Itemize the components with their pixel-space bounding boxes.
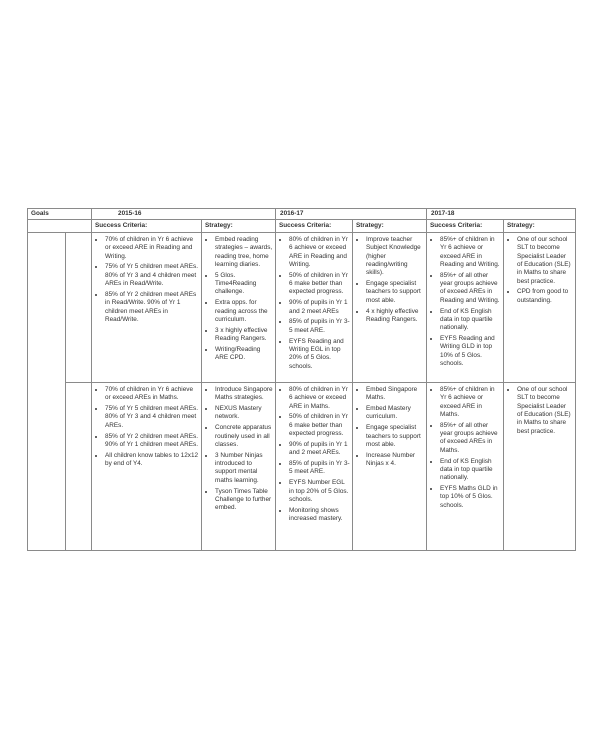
bullet-item: • 3 Number Ninjas introduced to support mental maths learning. xyxy=(215,452,273,485)
maths-strategy-2017-cell xyxy=(504,383,576,551)
goal-banner-cell xyxy=(28,233,66,551)
bullet-item: • Tyson Times Table Challenge to further embed. xyxy=(215,488,273,513)
bullet-list xyxy=(209,386,273,513)
bullet-item: • Improve teacher Subject Knowledge (higher reading/writing skills). xyxy=(366,236,424,278)
subheader-row xyxy=(28,220,576,233)
bullet-list xyxy=(283,236,350,371)
english-strategy-2016-cell xyxy=(353,233,427,383)
strategy-header-2017: Strategy: xyxy=(504,220,576,233)
bullet-item: • Engage specialist teachers to support most able. xyxy=(366,280,424,305)
bullet-item: • Embed reading strategies – awards, reading tree, home learning diaries. xyxy=(215,236,273,269)
english-success-2015-cell xyxy=(92,233,202,383)
bullet-item: • EYFS Reading and Writing GLD in top 10% of 5 Glos. schools. xyxy=(440,335,501,368)
english-strategy-2015-cell xyxy=(202,233,276,383)
bullet-item: • 50% of children in Yr 6 make better than expected progress. xyxy=(289,413,350,438)
bullet-item: • CPD from good to outstanding. xyxy=(517,288,573,305)
bullet-item: • 80% of children in Yr 6 achieve or exceed ARE in Reading and Writing. xyxy=(289,236,350,269)
bullet-item: • Concrete apparatus routinely used in all classes. xyxy=(215,424,273,449)
bullet-item: • One of our school SLT to become Specialist Leader of Education (SLE) in Maths to share best practice. xyxy=(517,236,573,286)
bullet-item: • 80% of children in Yr 6 achieve or exceed ARE in Maths. xyxy=(289,386,350,411)
success-criteria-header-2017: Success Criteria: xyxy=(427,220,504,233)
year-header-2015-16: 2015-16 xyxy=(92,209,276,220)
bullet-item: • EYFS Reading and Writing EGL in top 20% of 5 Glos. schools. xyxy=(289,338,350,371)
bullet-list xyxy=(99,386,199,468)
bullet-item: • 70% of children in Yr 6 achieve or exceed ARE in Reading and Writing. xyxy=(105,236,199,261)
english-success-2016-cell xyxy=(276,233,353,383)
maths-row-label-cell xyxy=(66,383,92,551)
bullet-item: • End of KS English data in top quartile nationally. xyxy=(440,308,501,333)
bullet-item: • Embed Mastery curriculum. xyxy=(366,405,424,422)
bullet-item: • 85%+ of children in Yr 6 achieve or exceed ARE in Maths. xyxy=(440,386,501,419)
bullet-item: • 90% of pupils in Yr 1 and 2 meet AREs. xyxy=(289,441,350,458)
bullet-list xyxy=(99,236,199,324)
bullet-item: • NEXUS Mastery network. xyxy=(215,405,273,422)
bullet-item: • 85%+ of children in Yr 6 achieve or exceed ARE in Reading and Writing. xyxy=(440,236,501,269)
bullet-item: • Engage specialist teachers to support most able. xyxy=(366,424,424,449)
goal-title: Goal 1: Achievement xyxy=(40,331,53,452)
year-header-2017-18: 2017-18 xyxy=(427,209,576,220)
bullet-item: • 85% of pupils in Yr 3-5 meet ARE. xyxy=(289,318,350,335)
bullet-item: • 70% of children in Yr 6 achieve or exceed AREs in Maths. xyxy=(105,386,199,403)
bullet-item: • Monitoring shows increased mastery. xyxy=(289,507,350,524)
english-row-label-cell xyxy=(66,233,92,383)
bullet-item: • 90% of pupils in Yr 1 and 2 meet AREs xyxy=(289,299,350,316)
bullet-list xyxy=(360,386,424,468)
bullet-item: • 75% of Yr 5 children meet AREs. 80% of Yr 3 and 4 children meet AREs. xyxy=(105,405,199,430)
maths-success-2016-cell xyxy=(276,383,353,551)
bullet-item: • 50% of children in Yr 6 make better than expected progress. xyxy=(289,272,350,297)
bullet-item: • Introduce Singapore Maths strategies. xyxy=(215,386,273,403)
bullet-list xyxy=(209,236,273,363)
bullet-item: • Extra opps. for reading across the curriculum. xyxy=(215,299,273,324)
bullet-item: • One of our school SLT to become Specialist Leader of Education (SLE) in Maths to share best practice. xyxy=(517,386,573,436)
bullet-list xyxy=(360,236,424,324)
bullet-item: • 85% of pupils in Yr 3-5 meet ARE. xyxy=(289,460,350,477)
maths-success-2015-cell xyxy=(92,383,202,551)
bullet-list xyxy=(511,386,573,436)
year-header-row xyxy=(28,209,576,220)
bullet-item: • EYFS Number EGL in top 20% of 5 Glos. schools. xyxy=(289,479,350,504)
bullet-list xyxy=(434,236,501,368)
bullet-item: • End of KS English data in top quartile nationally. xyxy=(440,458,501,483)
year-header-2016-17: 2016-17 xyxy=(276,209,427,220)
bullet-item: • 85% of Yr 2 children meet AREs in Read/Write. 90% of Yr 1 children meet AREs in Read/Write. xyxy=(105,291,199,324)
bullet-item: • Writing/Reading ARE CPD. xyxy=(215,346,273,363)
empty-corner-cell xyxy=(28,220,92,233)
maths-row-label: Maths xyxy=(74,525,82,545)
bullet-list xyxy=(511,236,573,305)
english-row xyxy=(28,233,576,383)
bullet-list xyxy=(283,386,350,523)
bullet-item: • 75% of Yr 5 children meet AREs. 80% of Yr 3 and 4 children meet AREs in Read/Write. xyxy=(105,263,199,288)
bullet-item: • 4 x highly effective Reading Rangers. xyxy=(366,308,424,325)
bullet-item: • 85%+ of all other year groups achieve of exceed AREs in Reading and Writing. xyxy=(440,272,501,305)
maths-success-2017-cell xyxy=(427,383,504,551)
maths-row xyxy=(28,383,576,551)
english-row-label: English – Reading and Writing xyxy=(74,278,82,377)
bullet-list xyxy=(434,386,501,510)
bullet-item: • 3 x highly effective Reading Rangers. xyxy=(215,327,273,344)
goals-header: Goals xyxy=(28,209,92,220)
bullet-item: • Embed Singapore Maths. xyxy=(366,386,424,403)
bullet-item: • 85%+ of all other year groups achieve of exceed AREs in Maths. xyxy=(440,422,501,455)
strategy-header-2016: Strategy: xyxy=(353,220,427,233)
success-criteria-header-2016: Success Criteria: xyxy=(276,220,353,233)
english-strategy-2017-cell xyxy=(504,233,576,383)
bullet-item: • EYFS Maths GLD in top 10% of 5 Glos. schools. xyxy=(440,485,501,510)
maths-strategy-2015-cell xyxy=(202,383,276,551)
success-criteria-header-2015: Success Criteria: xyxy=(92,220,202,233)
goal-1-achievement-table xyxy=(27,208,576,551)
bullet-item: • Increase Number Ninjas x 4. xyxy=(366,452,424,469)
bullet-item: • 5 Glos. Time4Reading challenge. xyxy=(215,272,273,297)
strategy-header-2015: Strategy: xyxy=(202,220,276,233)
bullet-item: • All children know tables to 12x12 by end of Y4. xyxy=(105,452,199,469)
bullet-item: • 85% of Yr 2 children meet AREs. 90% of Yr 1 children meet AREs. xyxy=(105,433,199,450)
maths-strategy-2016-cell xyxy=(353,383,427,551)
english-success-2017-cell xyxy=(427,233,504,383)
